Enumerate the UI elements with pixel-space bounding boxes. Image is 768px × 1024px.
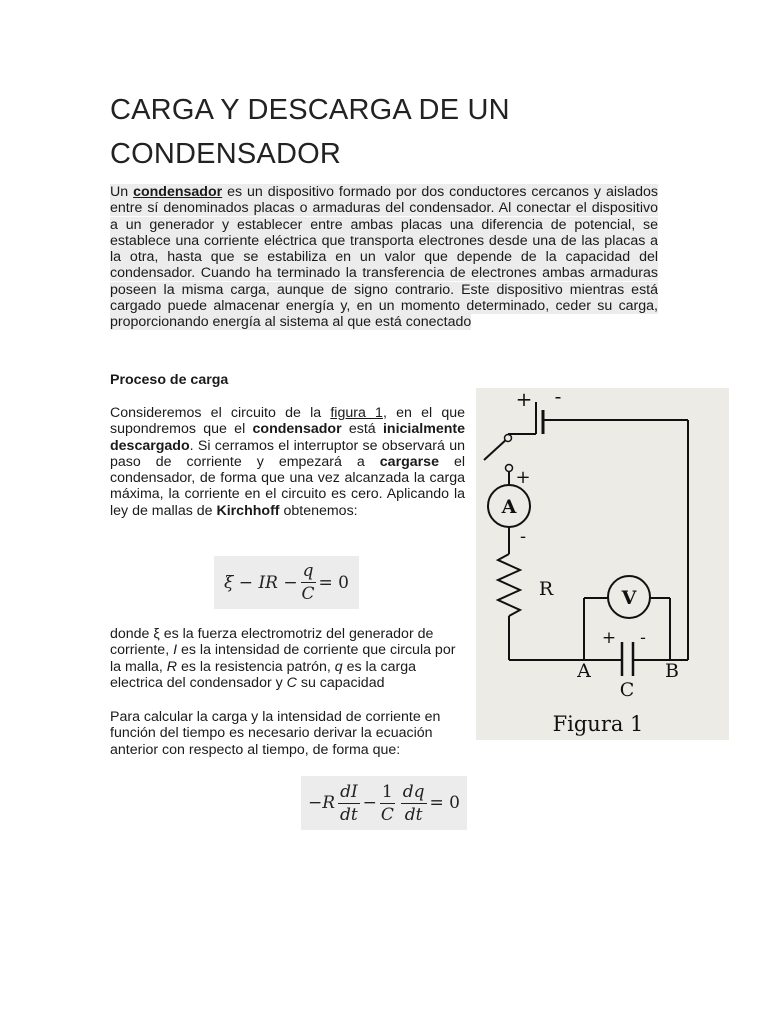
eq-num: q xyxy=(302,561,314,581)
figure-link[interactable]: figura 1 xyxy=(330,405,383,421)
text: su capacidad xyxy=(296,674,385,691)
text: está xyxy=(341,421,383,438)
ammeter-label: A xyxy=(501,496,517,518)
equation-kirchhoff xyxy=(214,556,359,609)
eq-num: dq xyxy=(402,781,425,802)
equation-derivative xyxy=(301,776,467,830)
node-b-label: B xyxy=(665,660,679,682)
ammeter-minus-label: - xyxy=(519,526,527,547)
resistor-label: R xyxy=(538,578,554,600)
var: C xyxy=(286,674,297,691)
paragraph-derivative: Para calcular la carga y la intensidad de corriente en función del tiempo es necesario derivar la ecuación anterior con respecto al tiempo, de forma que: xyxy=(110,709,441,758)
eq-rhs: = 0 xyxy=(429,793,460,813)
eq-den: dt xyxy=(404,804,423,825)
eq-fraction xyxy=(301,560,316,605)
text: obtenemos: xyxy=(279,502,358,519)
eq-num: dI xyxy=(340,781,358,802)
text: es la intensidad de corriente que circula por la malla, xyxy=(110,642,456,675)
text: el condensador, de forma que una vez alcanzada la carga máxima, la corriente en el circuito es cero. Aplicando la ley de mallas de xyxy=(110,453,466,519)
eq-den: C xyxy=(380,804,394,825)
battery-plus-label: + xyxy=(515,388,533,411)
eq-fraction xyxy=(338,781,360,826)
intro-text: Un xyxy=(110,184,134,200)
term-kirchhoff: Kirchhoff xyxy=(216,502,280,519)
node-a-label: A xyxy=(577,660,591,682)
var: q xyxy=(334,658,343,675)
ammeter-plus-label: + xyxy=(515,467,531,488)
term-cargarse: cargarse xyxy=(379,453,439,470)
eq-den: dt xyxy=(340,804,358,825)
var: I xyxy=(173,642,178,659)
intro-paragraph xyxy=(110,184,658,331)
eq-pre: −R xyxy=(308,793,336,813)
switch-terminal xyxy=(505,435,512,442)
var: R xyxy=(166,658,178,675)
text: , en el que supondremos que el xyxy=(110,405,466,438)
eq-fraction xyxy=(380,781,395,826)
section-heading: Proceso de carga xyxy=(110,372,229,388)
eq-lhs: ξ − IR − xyxy=(224,572,298,593)
eq-minus: − xyxy=(362,793,377,813)
intro-text-rest: es un dispositivo formado por dos conductores cercanos y aislados entre sí denominados placas o armaduras del condensador. Al conectar el dispositivo a un generador y establecer entre ambas placas una diferencia de potencial, se establece una corriente eléctrica que transporta electrones desde una de las placas a la otra, hasta que se estabiliza en un valor que depende de la capacidad del condensador. Cuando ha terminado la transferencia de electrones ambas armaduras poseen la misma carga, aunque de signo contrario. Este dispositivo mientras está cargado puede almacenar energía y, en un momento determinado, ceder su carga, proporcionando energía al sistema al que está conectado xyxy=(110,184,658,331)
text: Consideremos el circuito de la xyxy=(110,405,331,421)
eq-rhs: = 0 xyxy=(318,572,349,593)
term-descargado: inicialmente descargado xyxy=(110,421,465,454)
term-condensador: condensador xyxy=(133,184,223,200)
circuit-figure xyxy=(476,388,729,740)
voltmeter-label: V xyxy=(621,587,637,609)
capacitor-plus-label: + xyxy=(601,628,617,648)
eq-den: C xyxy=(301,584,315,604)
switch-terminal xyxy=(506,465,513,472)
text: es la resistencia patrón, xyxy=(177,658,335,675)
capacitor-label: C xyxy=(619,679,635,701)
text: es la carga electrica del condensador y xyxy=(110,658,416,691)
battery-minus-label: - xyxy=(554,388,562,408)
circuit-diagram xyxy=(476,388,729,740)
text: donde ξ es la fuerza electromotriz del generador de corriente, xyxy=(110,626,434,659)
eq-fraction xyxy=(401,781,427,826)
figure-caption: Figura 1 xyxy=(552,712,644,736)
switch-lever xyxy=(484,438,508,460)
term-condensador: condensador xyxy=(252,421,342,438)
eq-num: 1 xyxy=(381,781,393,802)
paragraph-circuit xyxy=(110,405,465,519)
text: . Si cerramos el interruptor se observará un paso de corriente y empezará a xyxy=(110,437,465,470)
capacitor-minus-label: - xyxy=(640,628,646,648)
page-title: CARGA Y DESCARGA DE UN CONDENSADOR xyxy=(110,94,510,170)
paragraph-definitions xyxy=(110,626,465,691)
resistor-zigzag xyxy=(498,554,520,616)
